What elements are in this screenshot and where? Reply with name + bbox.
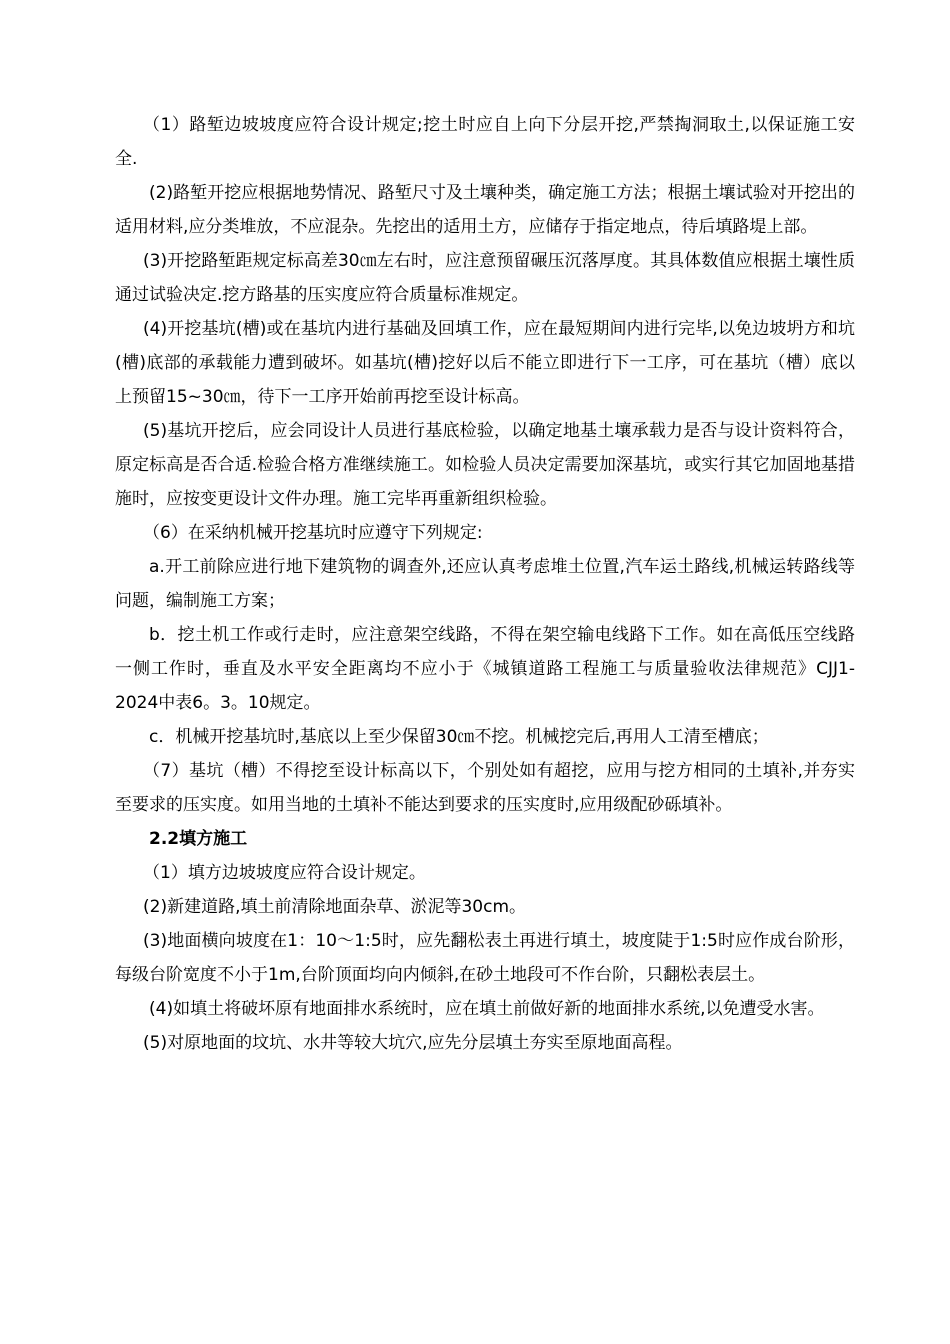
paragraph-fill-4: (4)如填土将破坏原有地面排水系统时，应在填土前做好新的地面排水系统,以免遭受水害。: [149, 999, 825, 1019]
paragraph-6a: a.开工前除应进行地下建筑物的调查外,还应认真考虑堆土位置,汽车运土路线,机械运转路线等问题，编制施工方案；: [115, 557, 855, 611]
document-body: [115, 108, 855, 1060]
paragraph-6b: b．挖土机工作或行走时，应注意架空线路，不得在架空输电线路下工作。如在高低压空线路一侧工作时，垂直及水平安全距离均不应小于《城镇道路工程施工与质量验收法律规范》CJJ1-2024中表6。3。10规定。: [115, 625, 855, 713]
paragraph-fill-3: (3)地面横向坡度在1：10～1:5时，应先翻松表土再进行填土，坡度陡于1:5时应作成台阶形，每级台阶宽度不小于1m,台阶顶面均向内倾斜,在砂土地段可不作台阶，只翻松表层土。: [115, 931, 855, 985]
paragraph-1: （1）路堑边坡坡度应符合设计规定;挖土时应自上向下分层开挖,严禁掏洞取土,以保证施工安全.: [115, 115, 855, 169]
section-heading: 2.2填方施工: [149, 829, 248, 849]
paragraph-6: （6）在采纳机械开挖基坑时应遵守下列规定:: [143, 523, 483, 543]
paragraph-2: (2)路堑开挖应根据地势情况、路堑尺寸及土壤种类，确定施工方法；根据土壤试验对开挖出的适用材料,应分类堆放，不应混杂。先挖出的适用土方，应储存于指定地点，待后填路堤上部。: [115, 183, 855, 237]
paragraph-6c: c．机械开挖基坑时,基底以上至少保留30㎝不挖。机械挖完后,再用人工清至槽底；: [149, 727, 769, 747]
paragraph-4: (4)开挖基坑(槽)或在基坑内进行基础及回填工作，应在最短期间内进行完毕,以免边坡坍方和坑(槽)底部的承载能力遭到破坏。如基坑(槽)挖好以后不能立即进行下一工序，可在基坑（槽）底以上预留15~30㎝，待下一工序开始前再挖至设计标高。: [115, 319, 855, 407]
paragraph-5: (5)基坑开挖后，应会同设计人员进行基底检验，以确定地基土壤承载力是否与设计资料符合，原定标高是否合适.检验合格方准继续施工。如检验人员决定需要加深基坑，或实行其它加固地基措施时，应按变更设计文件办理。施工完毕再重新组织检验。: [115, 421, 855, 509]
paragraph-7: （7）基坑（槽）不得挖至设计标高以下，个别处如有超挖，应用与挖方相同的土填补,并夯实至要求的压实度。如用当地的土填补不能达到要求的压实度时,应用级配砂砾填补。: [115, 761, 855, 815]
paragraph-fill-5: (5)对原地面的坟坑、水井等较大坑穴,应先分层填土夯实至原地面高程。: [143, 1033, 683, 1053]
paragraph-fill-2: (2)新建道路,填土前清除地面杂草、淤泥等30cm。: [143, 897, 527, 917]
paragraph-fill-1: （1）填方边坡坡度应符合设计规定。: [143, 863, 426, 883]
paragraph-3: (3)开挖路堑距规定标高差30㎝左右时，应注意预留碾压沉落厚度。其具体数值应根据土壤性质通过试验决定.挖方路基的压实度应符合质量标准规定。: [115, 251, 855, 305]
